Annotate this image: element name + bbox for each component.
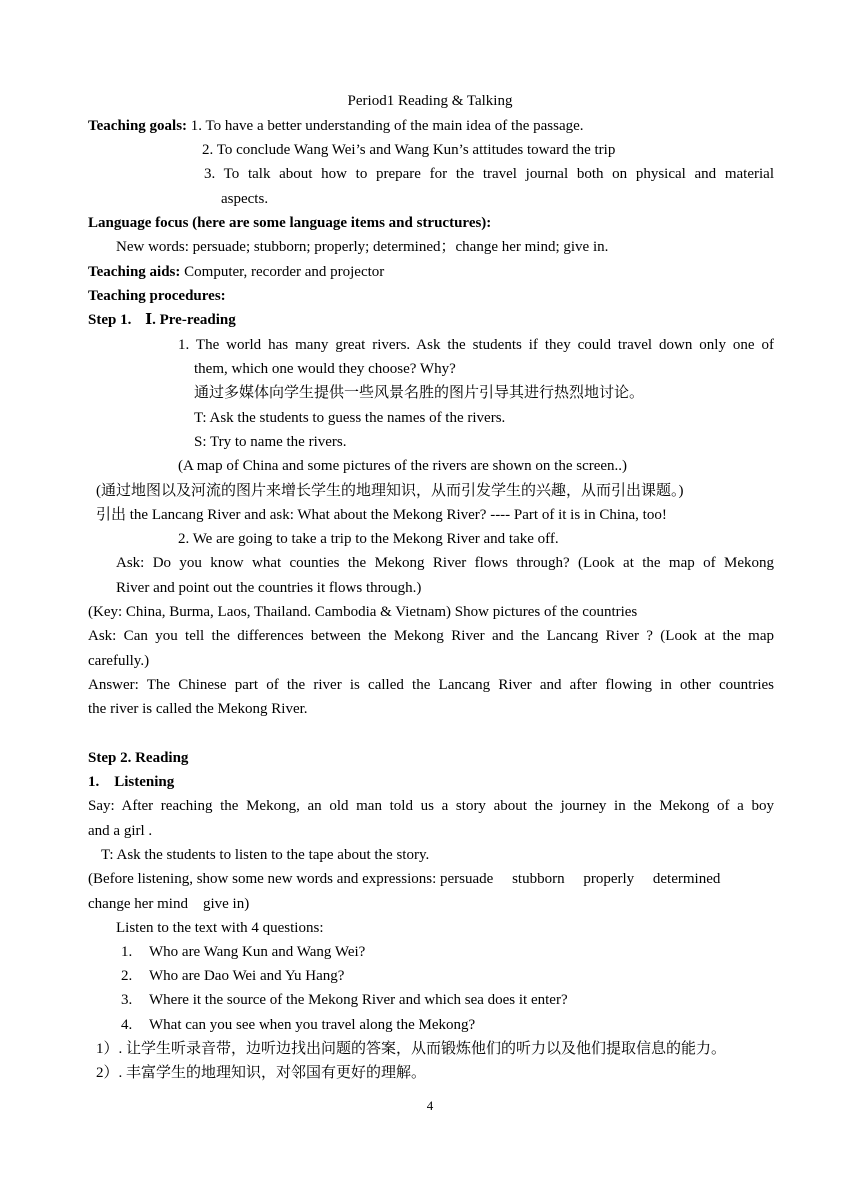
step2-note-chinese: 1）. 让学生听录音带，边听边找出问题的答案，从而锻炼他们的听力以及他们提取信息的能力。 xyxy=(96,1041,727,1057)
step1-roman: Ⅰ. xyxy=(145,312,156,328)
page-title: Period1 Reading & Talking xyxy=(347,93,513,109)
goal-item-1: 1. To have a better understanding of the main idea of the passage. xyxy=(190,118,584,134)
goal-item-2: 2. To conclude Wang Wei’s and Wang Kun’s attitudes toward the trip xyxy=(202,142,616,158)
goal-item-3: 3. To talk about how to prepare for the travel journal both on physical and material xyxy=(204,166,774,182)
question-text: What can you see when you travel along the Mekong? xyxy=(149,1017,476,1033)
question-number: 1. xyxy=(121,944,133,960)
step1-line-student: S: Try to name the rivers. xyxy=(194,434,347,450)
question-number: 2. xyxy=(121,968,133,984)
step2-line: Listen to the text with 4 questions: xyxy=(116,920,324,936)
step2-line: Say: After reaching the Mekong, an old man told us a story about the journey in the Mekong of a boy xyxy=(88,798,774,814)
step1-label: Step 1. xyxy=(88,312,132,328)
teaching-goals-line xyxy=(88,116,584,136)
step1-line: them, which one would they choose? Why? xyxy=(194,361,456,377)
step1-line-chinese: 通过多媒体向学生提供一些风景名胜的图片引导其进行热烈地讨论。 xyxy=(194,385,645,401)
teaching-procedures-label: Teaching procedures: xyxy=(88,288,226,304)
question-text: Who are Dao Wei and Yu Hang? xyxy=(149,968,345,984)
step1-line: carefully.) xyxy=(88,653,150,669)
step1-line: Ask: Do you know what counties the Mekong River flows through? (Look at the map of Mekong xyxy=(116,555,774,571)
teaching-goals-label: Teaching goals: xyxy=(88,118,188,134)
question-text: Where it the source of the Mekong River and which sea does it enter? xyxy=(149,992,568,1008)
step2-line: and a girl . xyxy=(88,823,153,839)
step2-listening-heading: 1. Listening xyxy=(88,774,175,790)
step1-line: Answer: The Chinese part of the river is called the Lancang River and after flowing in other countries xyxy=(88,677,774,693)
step1-line: River and point out the countries it flows through.) xyxy=(116,580,422,596)
page-number: 4 xyxy=(426,1098,434,1113)
teaching-aids-value: Computer, recorder and projector xyxy=(184,264,385,280)
step1-line: (A map of China and some pictures of the rivers are shown on the screen..) xyxy=(178,458,628,474)
step1-line: 1. The world has many great rivers. Ask the students if they could travel down only one of xyxy=(178,337,774,353)
question-number: 3. xyxy=(121,992,133,1008)
step2-line: (Before listening, show some new words and expressions: persuade stubborn properly determined xyxy=(88,871,721,887)
step1-line: Ask: Can you tell the differences between the Mekong River and the Lancang River ? (Look at the map xyxy=(88,628,774,644)
step1-line-teacher: T: Ask the students to guess the names of the rivers. xyxy=(194,410,506,426)
step2-line: change her mind give in) xyxy=(88,896,250,912)
step2-line-teacher: T: Ask the students to listen to the tape about the story. xyxy=(101,847,430,863)
step1-line: 引出 the Lancang River and ask: What about the Mekong River? ---- Part of it is in China, too! xyxy=(96,507,667,523)
step1-line: the river is called the Mekong River. xyxy=(88,701,308,717)
question-item xyxy=(121,942,365,962)
question-text: Who are Wang Kun and Wang Wei? xyxy=(149,944,366,960)
teaching-aids-label: Teaching aids: xyxy=(88,264,181,280)
step1-line-chinese: (通过地图以及河流的图片来增长学生的地理知识，从而引发学生的兴趣，从而引出课题。) xyxy=(96,483,684,499)
step2-heading: Step 2. Reading xyxy=(88,750,189,766)
step2-note-chinese: 2）. 丰富学生的地理知识，对邻国有更好的理解。 xyxy=(96,1065,427,1081)
goal-item-3-continued: aspects. xyxy=(221,191,269,207)
question-item xyxy=(121,990,568,1010)
step1-heading xyxy=(88,310,236,330)
new-words-line: New words: persuade; stubborn; properly; determined；change her mind; give in. xyxy=(116,239,609,255)
question-item xyxy=(121,966,344,986)
question-number: 4. xyxy=(121,1017,133,1033)
language-focus-label: Language focus (here are some language items and structures): xyxy=(88,215,492,231)
step1-title: Pre-reading xyxy=(159,312,236,328)
step1-line: 2. We are going to take a trip to the Mekong River and take off. xyxy=(178,531,559,547)
teaching-aids-line xyxy=(88,262,384,282)
question-item xyxy=(121,1015,475,1035)
step1-line: (Key: China, Burma, Laos, Thailand. Cambodia & Vietnam) Show pictures of the countries xyxy=(88,604,638,620)
